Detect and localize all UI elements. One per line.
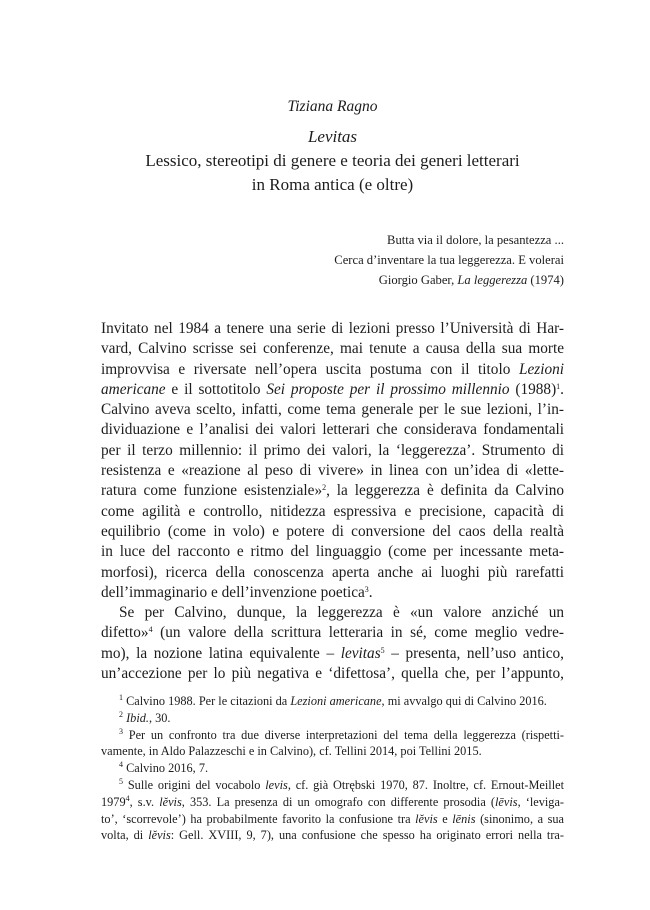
- body-line: ratura come funzione esistenziale»$^2$, la leggerezza è definita da Calvino: [101, 482, 564, 500]
- footnotes: [101, 693, 564, 844]
- body-line: un’accezione per lo più negativa e ‘difettosa’, quella che, per l’appunto,: [101, 665, 564, 683]
- body-line: per il terzo millennio: il primo dei valori, la ‘leggerezza’. Strumento di: [101, 441, 564, 459]
- footnote-ref: 2: [322, 483, 327, 493]
- footnote-5-cont: volta, di lĕvis: Gell. XVIII, 9, 7), una confusione che spesso ha originato errori nella tra-: [101, 828, 564, 843]
- footnote-ref: 5: [380, 645, 385, 655]
- chapter-subtitle-line-2: in Roma antica (e oltre): [251, 175, 414, 194]
- body-line: mo), la nozione latina equivalente – levitas$^5$ – presenta, nell’uso antico,: [101, 644, 565, 662]
- footnote-1: $^1$ Calvino 1988. Per le citazioni da Lezioni americane, mi avvalgo qui di Calvino 2016.: [119, 693, 547, 708]
- footnote-ref: 4: [148, 625, 153, 635]
- body-line: equilibrio (come in volo) e potere di conversione del caos della realtà: [101, 522, 564, 540]
- author-name: Tiziana Ragno: [287, 98, 378, 115]
- footnote-4: $^4$ Calvino 2016, 7.: [119, 760, 209, 776]
- body-line: difetto»$^4$ (un valore della scrittura letteraria in sé, come meglio vedre-: [101, 624, 564, 642]
- footnote-ref: 3: [364, 584, 369, 594]
- chapter-subtitle-line-1: Lessico, stereotipi di genere e teoria dei generi letterari: [145, 151, 520, 170]
- epigraph-line-1: Butta via il dolore, la pesantezza ...: [387, 233, 564, 247]
- body-line: morfosi), ricerca della conoscenza aperta anche ai luoghi più rarefatti: [101, 563, 564, 581]
- body-line: dividuazione e l’analisi dei valori letterari che considerava fondamentali: [101, 421, 564, 439]
- epigraph: [334, 230, 564, 290]
- body-line: in luce del racconto e ritmo del linguaggio (come per incessante meta-: [101, 543, 564, 561]
- body-line: Se per Calvino, dunque, la leggerezza è «un valore anziché un: [119, 604, 564, 622]
- body-line: resistenza e «reazione al peso di vivere» in linea con un’idea di «lette-: [101, 462, 564, 480]
- footnote-5: $^5$ Sulle origini del vocabolo levis, cf. già Otrębski 1970, 87. Inoltre, cf. Ernout-Meillet: [119, 776, 565, 792]
- epigraph-line-2: Cerca d’inventare la tua leggerezza. E volerai: [334, 253, 564, 267]
- footnote-5-cont: to’, ‘scorrevole’) ha probabilmente favorito la confusione tra lĕvis e lēnis (sinonimo, a sua: [101, 811, 564, 826]
- footnote-3: $^3$ Per un confronto tra due diverse interpretazioni del tema della leggerezza (rispetti-: [119, 726, 564, 742]
- body-line: Calvino aveva scelto, infatti, come tema generale per le sue lezioni, l’in-: [101, 401, 564, 419]
- epigraph-source: Giorgio Gaber, La leggerezza (1974): [378, 273, 564, 287]
- footnote-2: $^2$ Ibid., 30.: [119, 709, 171, 725]
- body-line: dell’immaginario e dell’invenzione poetica$^3$.: [101, 583, 373, 601]
- footnote-5-cont: 1979$^4$, s.v. lĕvis, 353. La presenza di un omografo con differente prosodia (lēvis, ‘leviga-: [101, 793, 564, 809]
- footnote-3-cont: vamente, in Aldo Palazzeschi e in Calvino), cf. Tellini 2014, poi Tellini 2015.: [101, 744, 482, 759]
- footnote-ref: 1: [556, 381, 561, 391]
- body-line: Invitato nel 1984 a tenere una serie di lezioni presso l’Università di Har-: [101, 320, 564, 337]
- body-text: [101, 319, 564, 684]
- chapter-title-italic: Levitas: [307, 127, 358, 146]
- body-line: improvvisa e riversate nell’opera uscita postuma con il titolo Lezioni: [101, 360, 564, 378]
- body-line: americane e il sottotitolo Sei proposte per il prossimo millennio $(1988)^1$.: [101, 380, 564, 398]
- body-line: vard, Calvino scrisse sei conferenze, mai tenute a causa della sua morte: [101, 340, 564, 358]
- body-line: come agilità e controllo, nitidezza espressiva e precisione, capacità di: [101, 502, 564, 520]
